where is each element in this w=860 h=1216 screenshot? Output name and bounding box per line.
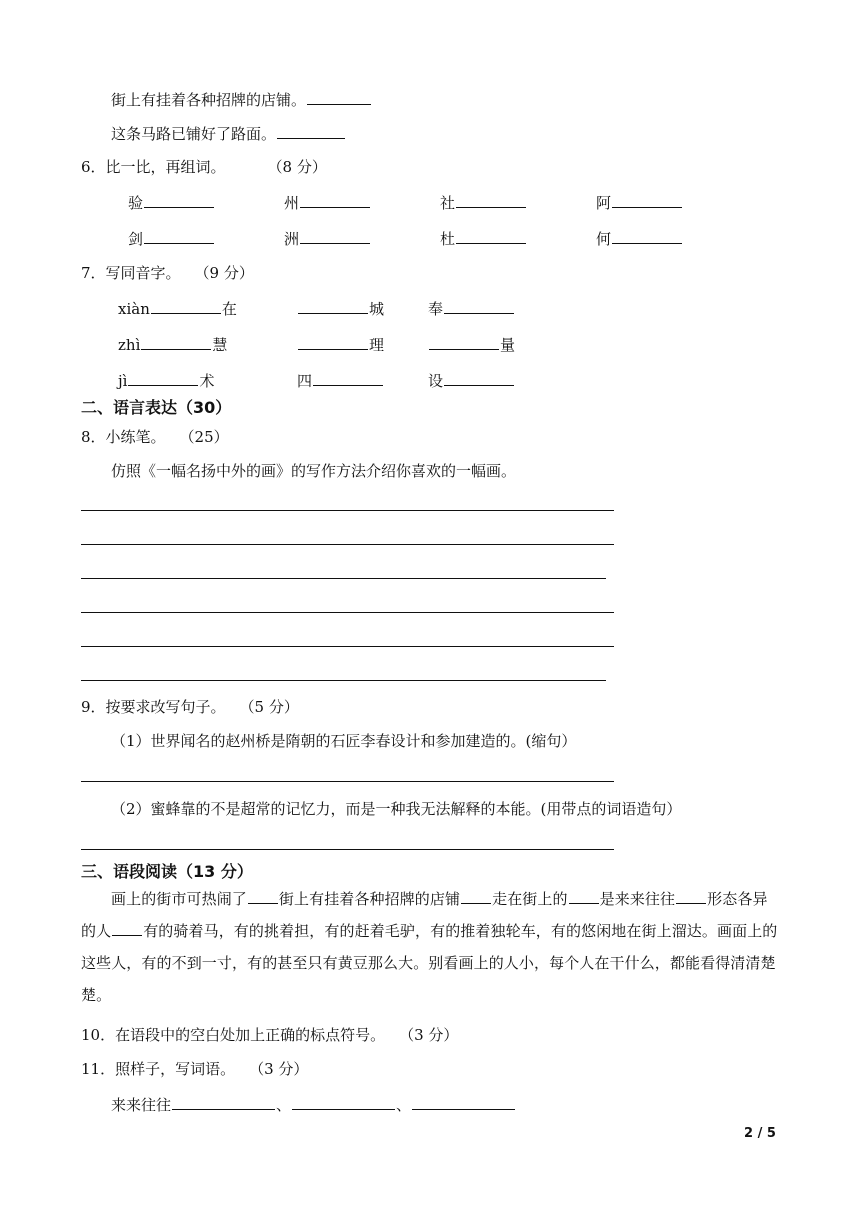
q6-item: 阿 [596, 192, 683, 213]
q10-title: 10．在语段中的空白处加上正确的标点符号。 （3 分） [81, 1026, 459, 1044]
writing-line[interactable] [81, 680, 606, 681]
answer-blank[interactable] [151, 298, 221, 314]
answer-blank[interactable] [292, 1094, 395, 1110]
answer-blank[interactable] [300, 228, 370, 244]
answer-blank[interactable] [313, 370, 383, 386]
answer-blank[interactable] [144, 192, 214, 208]
q7-item: 奉 [428, 298, 515, 319]
q7-item: xiàn 在 [118, 300, 237, 318]
answer-blank[interactable] [298, 334, 368, 350]
page-number: 2 / 5 [744, 1126, 776, 1141]
answer-blank[interactable] [412, 1094, 515, 1110]
answer-blank[interactable] [456, 228, 526, 244]
punctuation-blank[interactable] [461, 888, 491, 904]
q6-item: 州 [284, 192, 371, 213]
q8-prompt: 仿照《一幅名扬中外的画》的写作方法介绍你喜欢的一幅画。 [111, 462, 517, 480]
q7-item: 城 [297, 298, 384, 319]
writing-line[interactable] [81, 544, 614, 545]
sentence-line-1: 街上有挂着各种招牌的店铺。 [111, 89, 372, 110]
q6-item: 洲 [284, 228, 371, 249]
q7-item: 四 [297, 370, 384, 391]
answer-blank[interactable] [141, 334, 211, 350]
punctuation-blank[interactable] [112, 920, 142, 936]
writing-line[interactable] [81, 510, 614, 511]
answer-blank[interactable] [612, 192, 682, 208]
q6-title: 6．比一比，再组词。 （8 分） [81, 158, 327, 176]
answer-line[interactable] [81, 849, 614, 850]
answer-blank[interactable] [128, 370, 198, 386]
answer-blank[interactable] [300, 192, 370, 208]
answer-blank[interactable] [429, 334, 499, 350]
writing-line[interactable] [81, 612, 614, 613]
q7-item: jì 术 [118, 372, 215, 390]
answer-blank[interactable] [444, 370, 514, 386]
answer-blank[interactable] [456, 192, 526, 208]
q6-item: 杜 [440, 228, 527, 249]
q9-sentence-2: （2）蜜蜂靠的不是超常的记忆力，而是一种我无法解释的本能。(用带点的词语造句） [111, 800, 682, 818]
q9-title: 9．按要求改写句子。 （5 分） [81, 698, 299, 716]
q6-item: 社 [440, 192, 527, 213]
section-heading: 二、语言表达（30） [81, 398, 232, 417]
q11-answer-row: 来来往往 、 、 [111, 1094, 516, 1115]
writing-line[interactable] [81, 646, 614, 647]
section-heading: 三、语段阅读（13 分） [81, 862, 253, 881]
answer-line[interactable] [81, 781, 614, 782]
q7-item: 设 [428, 370, 515, 391]
q7-title: 7．写同音字。 （9 分） [81, 264, 254, 282]
answer-blank[interactable] [444, 298, 514, 314]
q9-sentence-1: （1）世界闻名的赵州桥是隋朝的石匠李春设计和参加建造的。(缩句） [111, 732, 577, 750]
punctuation-blank[interactable] [248, 888, 278, 904]
answer-blank[interactable] [612, 228, 682, 244]
answer-blank[interactable] [277, 123, 345, 139]
q7-item: 理 [297, 334, 384, 355]
punctuation-blank[interactable] [569, 888, 599, 904]
answer-blank[interactable] [172, 1094, 275, 1110]
answer-blank[interactable] [307, 89, 371, 105]
q11-title: 11．照样子，写词语。 （3 分） [81, 1060, 309, 1078]
sentence-line-2: 这条马路已铺好了路面。 [111, 123, 346, 144]
reading-passage: 画上的街市可热闹了 街上有挂着各种招牌的店铺 走在街上的 是来来往往 形态各异的人 有的骑着马，有的挑着担，有的赶着毛驴，有的推着独轮车，有的悠闲地在街上溜达。画面上的这些人，有的不到一寸，有的甚至只有黄豆那么大。别看画上的人小，每个人在干什么，都能看得清清楚楚。 [81, 890, 778, 1004]
q8-title: 8．小练笔。 （25） [81, 428, 229, 446]
writing-line[interactable] [81, 578, 606, 579]
q6-item: 验 [128, 192, 215, 213]
q6-item: 剑 [128, 228, 215, 249]
q7-item: 量 [428, 334, 515, 355]
punctuation-blank[interactable] [676, 888, 706, 904]
q7-item: zhì 慧 [118, 336, 228, 354]
answer-blank[interactable] [298, 298, 368, 314]
answer-blank[interactable] [144, 228, 214, 244]
q6-item: 何 [596, 228, 683, 249]
